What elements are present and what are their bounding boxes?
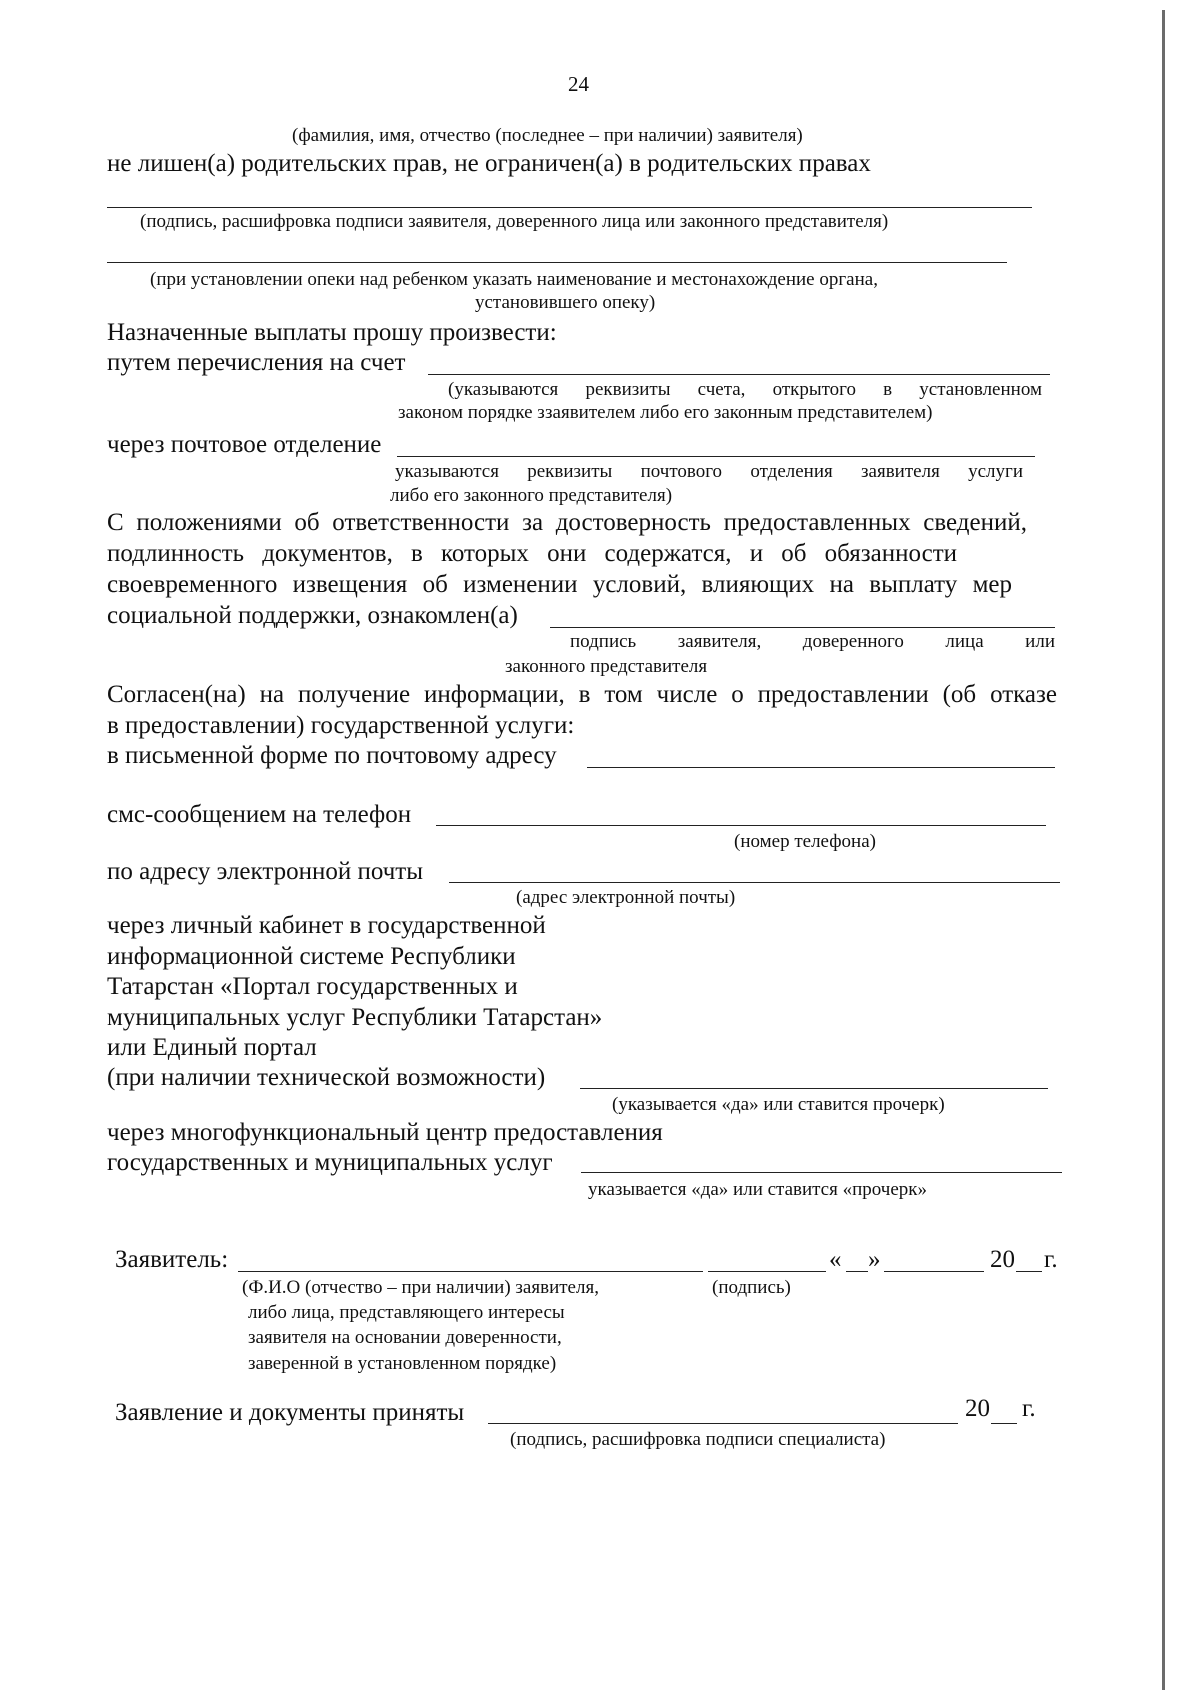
- post-office-caption-2: либо его законного представителя): [390, 485, 673, 506]
- postal-address-line[interactable]: [587, 767, 1055, 768]
- year-suffix: г.: [1044, 1246, 1058, 1273]
- responsibility-text-3: своевременного извещения об изменении условий, влияющих на выплату мер: [107, 571, 1012, 598]
- applicant-name-line[interactable]: [238, 1271, 703, 1272]
- email-caption: (адрес электронной почты): [516, 887, 736, 908]
- specialist-signature-line[interactable]: [488, 1423, 958, 1424]
- specialist-caption: (подпись, расшифровка подписи специалиста): [510, 1429, 886, 1450]
- portal-text-1: через личный кабинет в государственной: [107, 912, 546, 939]
- accepted-year-prefix: 20: [965, 1395, 990, 1422]
- email-label: по адресу электронной почты: [107, 858, 423, 885]
- date-close-quote: »: [868, 1246, 881, 1273]
- account-caption-2: законом порядке ззаявителем либо его законным представителем): [398, 402, 933, 423]
- mfc-caption: указывается «да» или ставится «прочерк»: [588, 1179, 928, 1200]
- portal-text-5: или Единый портал: [107, 1034, 317, 1061]
- page-number: 24: [568, 72, 589, 96]
- portal-text-6: (при наличии технической возможности): [107, 1064, 546, 1091]
- year-prefix: 20: [990, 1246, 1015, 1273]
- account-label: путем перечисления на счет: [107, 349, 406, 376]
- scan-edge-line: [1162, 10, 1165, 1690]
- applicant-signature-line[interactable]: [708, 1271, 826, 1272]
- date-year-line[interactable]: [1016, 1271, 1042, 1272]
- responsibility-caption-2: законного представителя: [505, 656, 708, 677]
- applicant-caption-3: заявителя на основании доверенности,: [248, 1327, 562, 1348]
- portal-text-4: муниципальных услуг Республики Татарстан»: [107, 1004, 603, 1031]
- signature-line[interactable]: [107, 207, 1032, 208]
- accepted-year-suffix: г.: [1022, 1395, 1036, 1422]
- payments-heading: Назначенные выплаты прошу произвести:: [107, 319, 557, 346]
- applicant-name-caption: (фамилия, имя, отчество (последнее – при наличии) заявителя): [292, 125, 803, 146]
- date-open-quote: «: [829, 1246, 842, 1273]
- accepted-year-line[interactable]: [991, 1423, 1017, 1424]
- responsibility-text-4: социальной поддержки, ознакомлен(а): [107, 602, 518, 629]
- documents-accepted-label: Заявление и документы приняты: [115, 1399, 465, 1426]
- signature-caption: (подпись, расшифровка подписи заявителя, доверенного лица или законного представителя): [140, 211, 889, 232]
- portal-text-3: Татарстан «Портал государственных и: [107, 973, 518, 1000]
- consent-text-2: в предоставлении) государственной услуги:: [107, 712, 575, 739]
- written-form-label: в письменной форме по почтовому адресу: [107, 742, 557, 769]
- post-office-label: через почтовое отделение: [107, 431, 382, 458]
- phone-line[interactable]: [436, 825, 1046, 826]
- responsibility-caption-1: подпись заявителя, доверенного лица или: [570, 631, 1055, 652]
- applicant-label: Заявитель:: [115, 1246, 229, 1273]
- date-day-line[interactable]: [846, 1271, 868, 1272]
- applicant-caption-1: (Ф.И.О (отчество – при наличии) заявителя,: [242, 1277, 599, 1298]
- account-line[interactable]: [428, 374, 1050, 375]
- post-office-line[interactable]: [397, 456, 1035, 457]
- responsibility-text-2: подлинность документов, в которых они содержатся, и об обязанности: [107, 540, 957, 567]
- portal-caption: (указывается «да» или ставится прочерк): [612, 1094, 945, 1115]
- portal-text-2: информационной системе Республики: [107, 943, 516, 970]
- guardianship-caption-1: (при установлении опеки над ребенком указать наименование и местонахождение органа,: [150, 269, 878, 290]
- email-line[interactable]: [449, 882, 1060, 883]
- phone-caption: (номер телефона): [734, 831, 876, 852]
- applicant-caption-4: заверенной в установленном порядке): [248, 1353, 557, 1374]
- account-caption-1: (указываются реквизиты счета, открытого в установленном: [448, 379, 1042, 400]
- applicant-caption-2: либо лица, представляющего интересы: [248, 1302, 565, 1323]
- portal-line[interactable]: [580, 1088, 1048, 1089]
- mfc-text-2: государственных и муниципальных услуг: [107, 1149, 553, 1176]
- guardianship-line[interactable]: [107, 262, 1007, 263]
- sms-label: смс-сообщением на телефон: [107, 801, 412, 828]
- guardianship-caption-2: установившего опеку): [475, 292, 656, 313]
- parental-rights-text: не лишен(а) родительских прав, не ограничен(а) в родительских правах: [107, 150, 871, 177]
- post-office-caption-1: указываются реквизиты почтового отделения заявителя услуги: [395, 461, 1023, 482]
- mfc-text-1: через многофункциональный центр предоставления: [107, 1119, 663, 1146]
- date-month-line[interactable]: [884, 1271, 984, 1272]
- responsibility-text-1: С положениями об ответственности за достоверность предоставленных сведений,: [107, 509, 1027, 536]
- consent-text-1: Согласен(на) на получение информации, в том числе о предоставлении (об отказе: [107, 681, 1057, 708]
- responsibility-sign-line[interactable]: [550, 627, 1055, 628]
- mfc-line[interactable]: [581, 1172, 1062, 1173]
- signature-only-caption: (подпись): [712, 1277, 791, 1298]
